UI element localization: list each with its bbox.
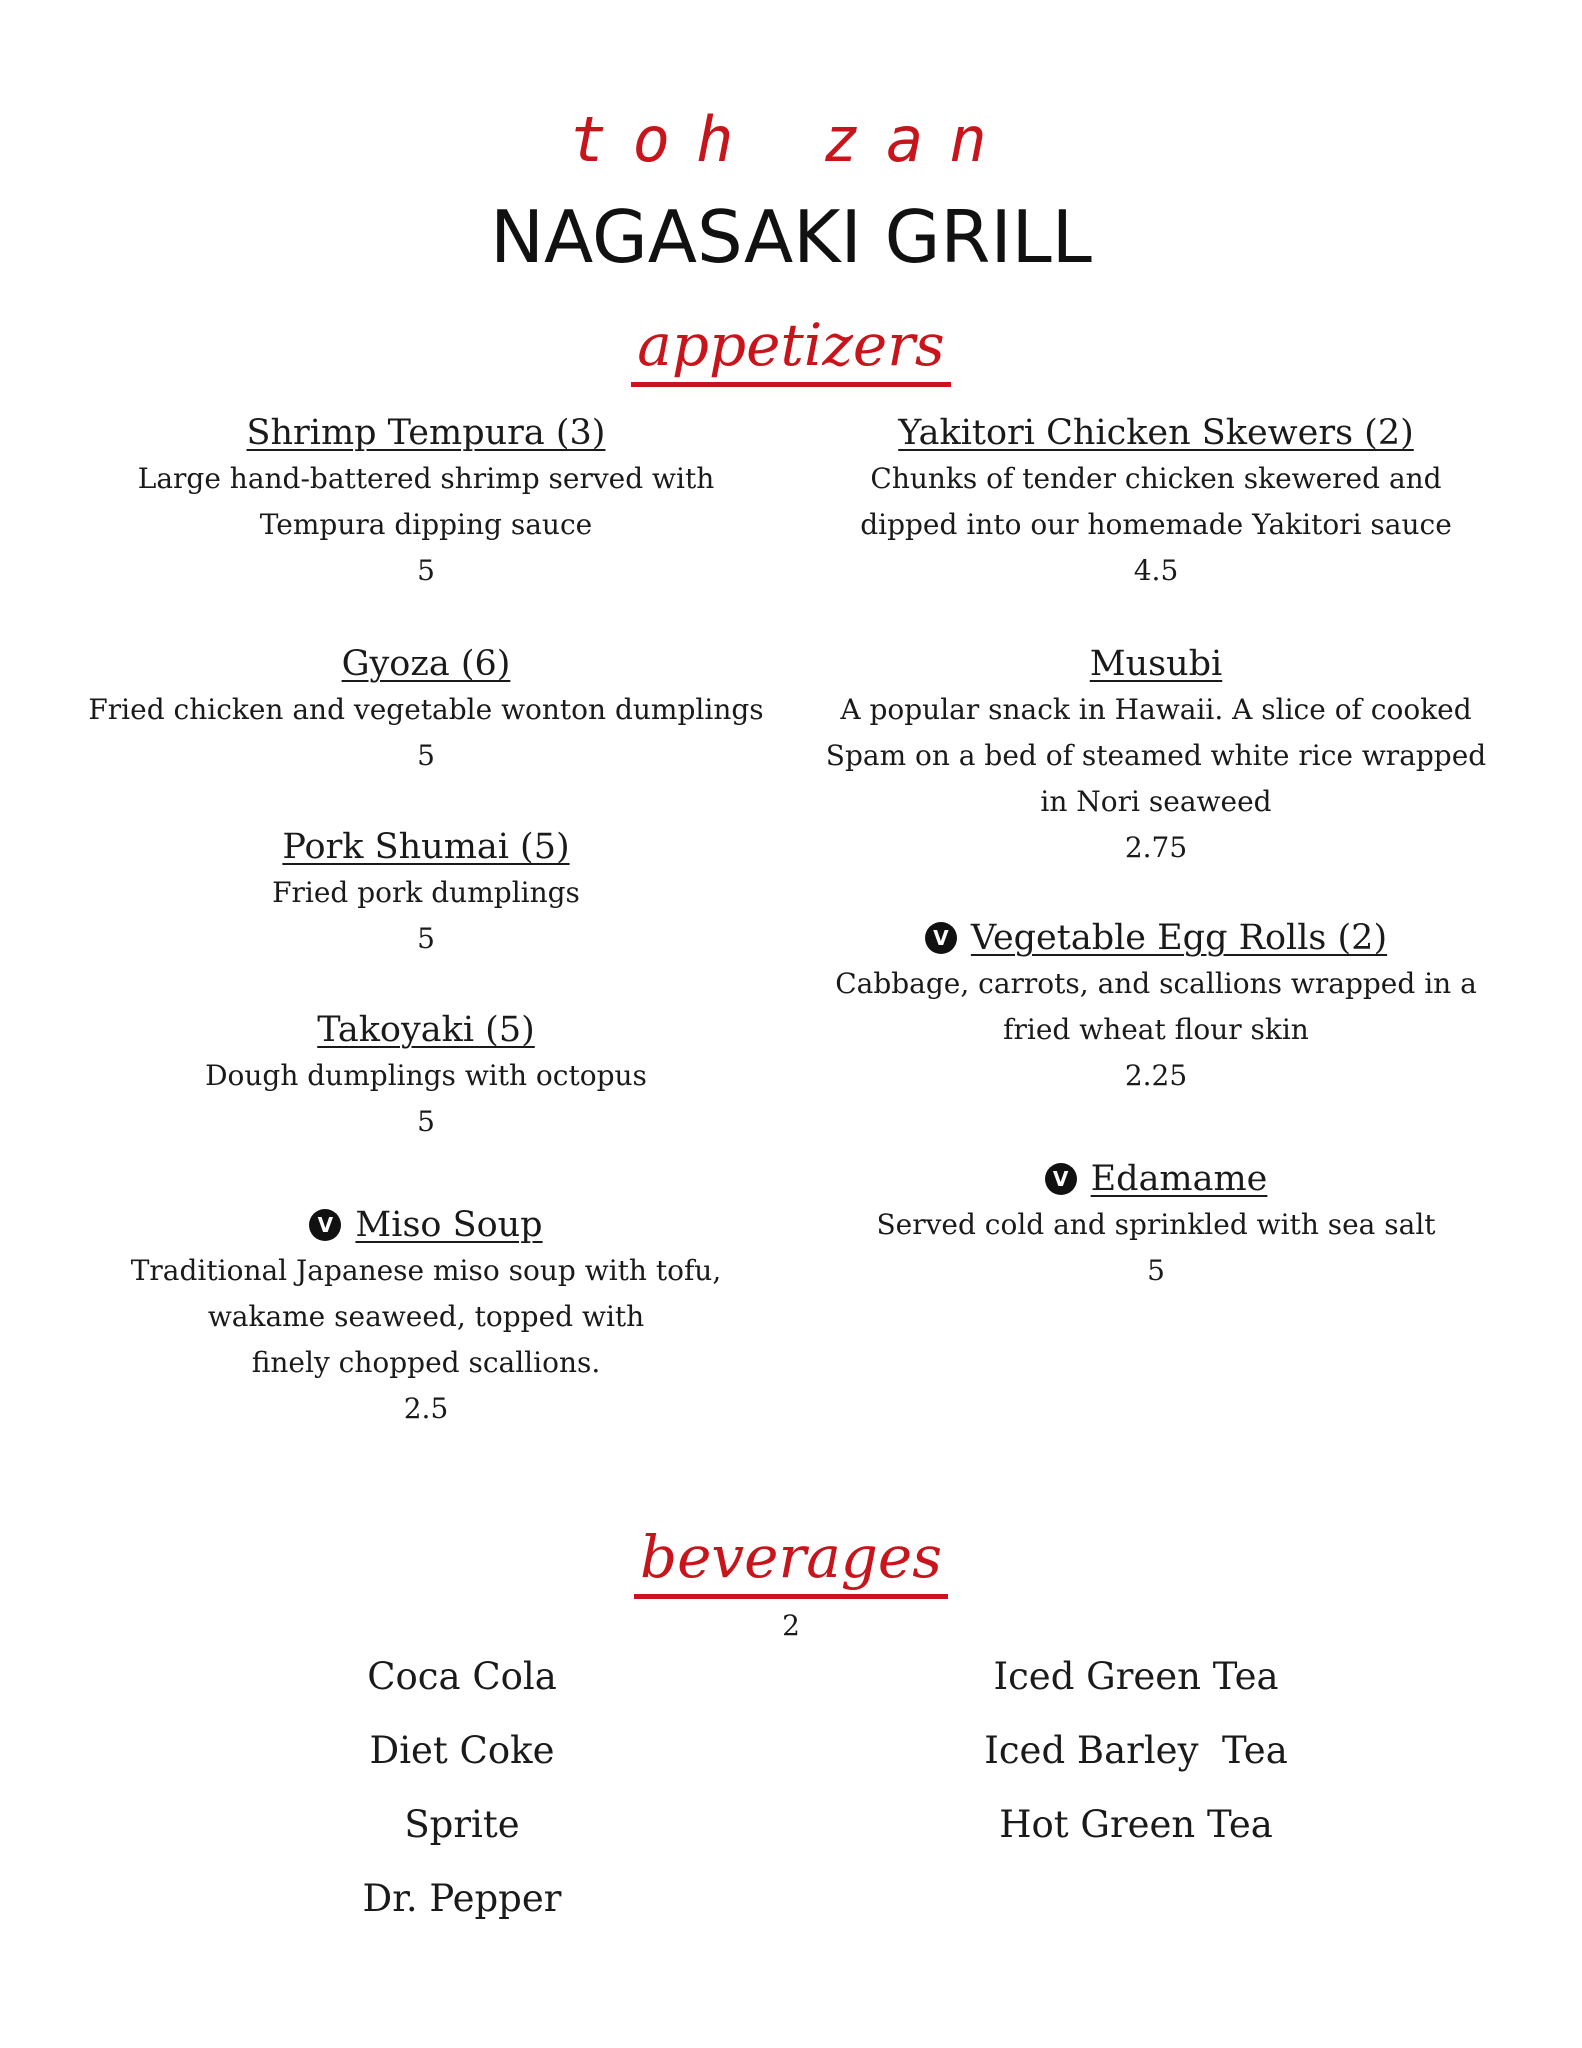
vegetarian-icon: V: [309, 1209, 341, 1241]
beverage-item: Coca Cola: [367, 1655, 557, 1698]
item-price: 2.75: [1124, 831, 1188, 864]
item-description: Dough dumplings with octopus: [205, 1059, 647, 1092]
brand-wordmark: toh zan: [569, 103, 1013, 176]
item-description: Fried pork dumplings: [272, 876, 580, 909]
item-name: Shrimp Tempura (3): [246, 413, 606, 453]
menu-item-takoyaki: [66, 1007, 786, 1145]
menu-item-edamame: [796, 1156, 1516, 1294]
item-description: dipped into our homemade Yakitori sauce: [860, 508, 1452, 541]
beverages-heading-text: beverages: [634, 1522, 948, 1599]
item-name-row: [796, 1156, 1516, 1202]
item-name: Pork Shumai (5): [282, 827, 570, 867]
item-description: Chunks of tender chicken skewered and: [870, 462, 1442, 495]
item-description: in Nori seaweed: [1040, 785, 1272, 818]
appetizers-heading: [0, 310, 1582, 387]
beverage-item: Diet Coke: [369, 1729, 555, 1772]
beverage-item: Sprite: [404, 1803, 520, 1846]
beverages-left-list: [262, 1640, 662, 1936]
menu-item-pork-shumai: [66, 824, 786, 962]
item-description: Large hand-battered shrimp served with: [137, 462, 715, 495]
restaurant-title: NAGASAKI GRILL: [490, 195, 1092, 279]
item-name: Vegetable Egg Rolls (2): [970, 918, 1388, 958]
item-name: Musubi: [1089, 644, 1223, 684]
item-price: 5: [417, 1105, 435, 1138]
item-name: Edamame: [1090, 1159, 1268, 1199]
beverage-item: Dr. Pepper: [362, 1877, 562, 1920]
item-description: fried wheat flour skin: [1003, 1013, 1309, 1046]
menu-item-gyoza: [66, 641, 786, 779]
item-description: Tempura dipping sauce: [259, 508, 593, 541]
beverage-item: Hot Green Tea: [999, 1803, 1273, 1846]
item-price: 5: [417, 739, 435, 772]
item-price: 4.5: [1133, 554, 1179, 587]
menu-item-miso-soup: [66, 1202, 786, 1432]
item-description: Cabbage, carrots, and scallions wrapped in a: [835, 967, 1477, 1000]
beverages-heading: [0, 1522, 1582, 1599]
item-price: 2.5: [403, 1392, 449, 1425]
vegetarian-icon: V: [925, 922, 957, 954]
item-description: finely chopped scallions.: [251, 1346, 601, 1379]
beverage-item: Iced Green Tea: [993, 1655, 1279, 1698]
vegetarian-icon: V: [1045, 1163, 1077, 1195]
item-price: 5: [417, 554, 435, 587]
item-price: 5: [1147, 1254, 1165, 1287]
item-description: Fried chicken and vegetable wonton dumplings: [88, 693, 764, 726]
item-name: Takoyaki (5): [317, 1010, 535, 1050]
item-name: Yakitori Chicken Skewers (2): [898, 413, 1414, 453]
beverages-price: 2: [782, 1609, 800, 1642]
menu-item-vegetable-egg-rolls: [796, 915, 1516, 1099]
beverages-right-list: [936, 1640, 1336, 1862]
menu-item-shrimp-tempura: [66, 410, 786, 594]
item-price: 5: [417, 922, 435, 955]
item-description: Served cold and sprinkled with sea salt: [876, 1208, 1436, 1241]
item-description: A popular snack in Hawaii. A slice of cooked: [840, 693, 1472, 726]
item-name-row: [796, 915, 1516, 961]
item-price: 2.25: [1124, 1059, 1188, 1092]
appetizers-heading-text: appetizers: [631, 310, 950, 387]
item-description: Spam on a bed of steamed white rice wrapped: [825, 739, 1487, 772]
menu-item-musubi: [796, 641, 1516, 871]
item-description: Traditional Japanese miso soup with tofu,: [130, 1254, 722, 1287]
menu-item-yakitori: [796, 410, 1516, 594]
beverage-item: Iced Barley Tea: [984, 1729, 1288, 1772]
item-description: wakame seaweed, topped with: [207, 1300, 645, 1333]
item-name: Gyoza (6): [341, 644, 511, 684]
item-name-row: [66, 1202, 786, 1248]
item-name: Miso Soup: [355, 1205, 543, 1245]
